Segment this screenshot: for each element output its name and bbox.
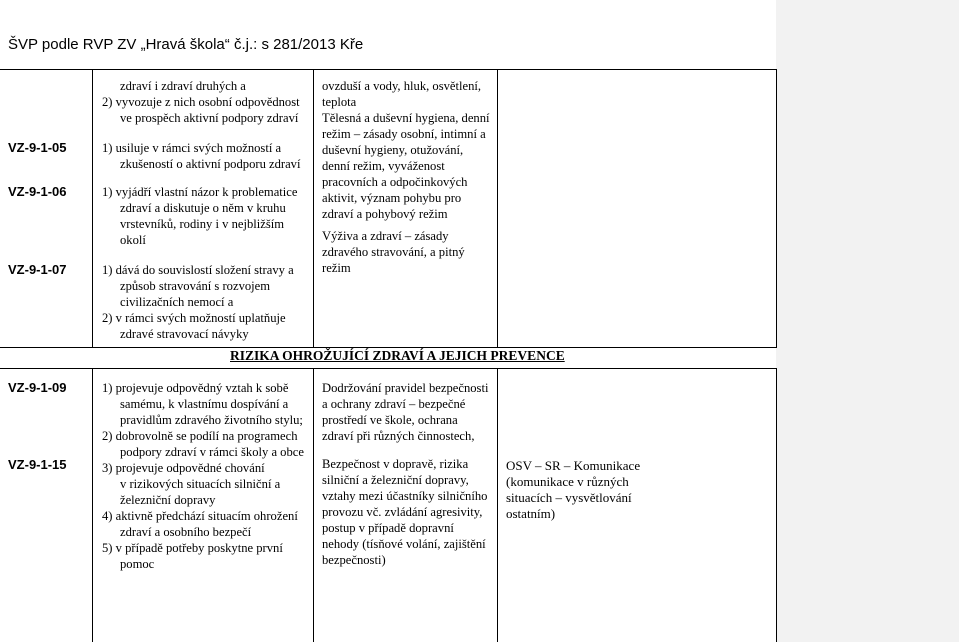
content-line: režim – zásady osobní, intimní a [322,127,486,141]
content-line: nehody (tísňové volání, zajištění [322,537,486,551]
top-col-divider-3 [497,69,498,348]
outcome-line: 1) dává do souvislostí složení stravy a [102,263,294,277]
content-line: Dodržování pravidel bezpečnosti [322,381,489,395]
outcome-line: 3) projevuje odpovědné chování [102,461,265,475]
outcome-line: okolí [120,233,146,247]
outcome-line: způsob stravování s rozvojem [120,279,271,293]
outcome-line: 2) dobrovolně se podílí na programech [102,429,298,443]
outcome-line: zdravé stravovací návyky [120,327,249,341]
bottom-col-divider-3 [497,368,498,642]
bottom-table-top-border [0,368,776,369]
crosscut-line: ostatním) [506,506,556,521]
outcome-line: 1) projevuje odpovědný vztah k sobě [102,381,289,395]
bottom-col-divider-2 [313,368,314,642]
outcome-line: 5) v případě potřeby poskytne první [102,541,283,555]
outcome-code: VZ-9-1-06 [8,184,67,199]
outcome-line: 2) v rámci svých možností uplatňuje [102,311,286,325]
content-line: denní režim, vyváženost [322,159,445,173]
content-line: zdraví a pohybový režim [322,207,448,221]
outcome-line: železniční dopravy [120,493,216,507]
crosscut-line: situacích – vysvětlování [506,490,632,505]
right-margin-panel [776,0,959,642]
crosscut-line: (komunikace v různých [506,474,629,489]
outcome-line: vrstevníků, rodiny i v nejbližším [120,217,285,231]
outcome-code: VZ-9-1-15 [8,457,67,472]
outcome-line: zkušeností o aktivní podporu zdraví [120,157,301,171]
outcome-line: v rizikových situacích silniční a [120,477,281,491]
content-line: duševní hygieny, otužování, [322,143,464,157]
outcome-line: 2) vyvozuje z nich osobní odpovědnost [102,95,300,109]
content-line: aktivit, význam pohybu pro [322,191,462,205]
content-line: zdraví při různých činnostech, [322,429,475,443]
outcome-line: podpory zdraví v rámci školy a obce [120,445,304,459]
outcome-line: zdraví a osobního bezpečí [120,525,252,539]
outcome-line: pravidlům zdravého životního stylu; [120,413,303,427]
outcome-code: VZ-9-1-07 [8,262,67,277]
top-table-top-border [0,69,776,70]
outcome-line: zdraví i zdraví druhých a [120,79,246,93]
content-line: Tělesná a duševní hygiena, denní [322,111,490,125]
outcome-line: 1) vyjádří vlastní názor k problematice [102,185,298,199]
content-line: ovzduší a vody, hluk, osvětlení, [322,79,482,93]
outcome-line: 1) usiluje v rámci svých možností a [102,141,282,155]
top-col-divider-1 [92,69,93,348]
outcome-line: pomoc [120,557,155,571]
content-line: prostředí ve škole, ochrana [322,413,458,427]
outcome-line: civilizačních nemocí a [120,295,234,309]
content-line: režim [322,261,351,275]
outcome-line: 4) aktivně předchází situacím ohrožení [102,509,298,523]
content-line: silniční a železniční dopravy, [322,473,469,487]
section-title: RIZIKA OHROŽUJÍCÍ ZDRAVÍ A JEJICH PREVENCE [230,348,565,363]
content-line: vztahy mezi účastníky silničního [322,489,488,503]
bottom-col-divider-4 [776,368,777,642]
page-header: ŠVP podle RVP ZV „Hravá škola“ č.j.: s 281/2013 Kře [8,36,364,53]
content-line: zdravého stravování, a pitný [322,245,465,259]
bottom-col-divider-1 [92,368,93,642]
outcome-line: ve prospěch aktivní podpory zdraví [120,111,299,125]
content-line: Výživa a zdraví – zásady [322,229,449,243]
outcome-line: samému, k vlastnímu dospívání a [120,397,289,411]
outcome-code: VZ-9-1-09 [8,380,67,395]
top-col-divider-4 [776,69,777,348]
content-line: postup v případě dopravní [322,521,454,535]
content-line: pracovních a odpočinkových [322,175,468,189]
content-line: bezpečnosti) [322,553,386,567]
crosscut-line: OSV – SR – Komunikace [506,458,641,473]
content-line: teplota [322,95,357,109]
top-col-divider-2 [313,69,314,348]
outcome-line: zdraví a diskutuje o něm v kruhu [120,201,286,215]
content-line: Bezpečnost v dopravě, rizika [322,457,469,471]
content-line: provozu vč. zvládání agresivity, [322,505,483,519]
content-line: a ochrany zdraví – bezpečné [322,397,466,411]
outcome-code: VZ-9-1-05 [8,140,67,155]
